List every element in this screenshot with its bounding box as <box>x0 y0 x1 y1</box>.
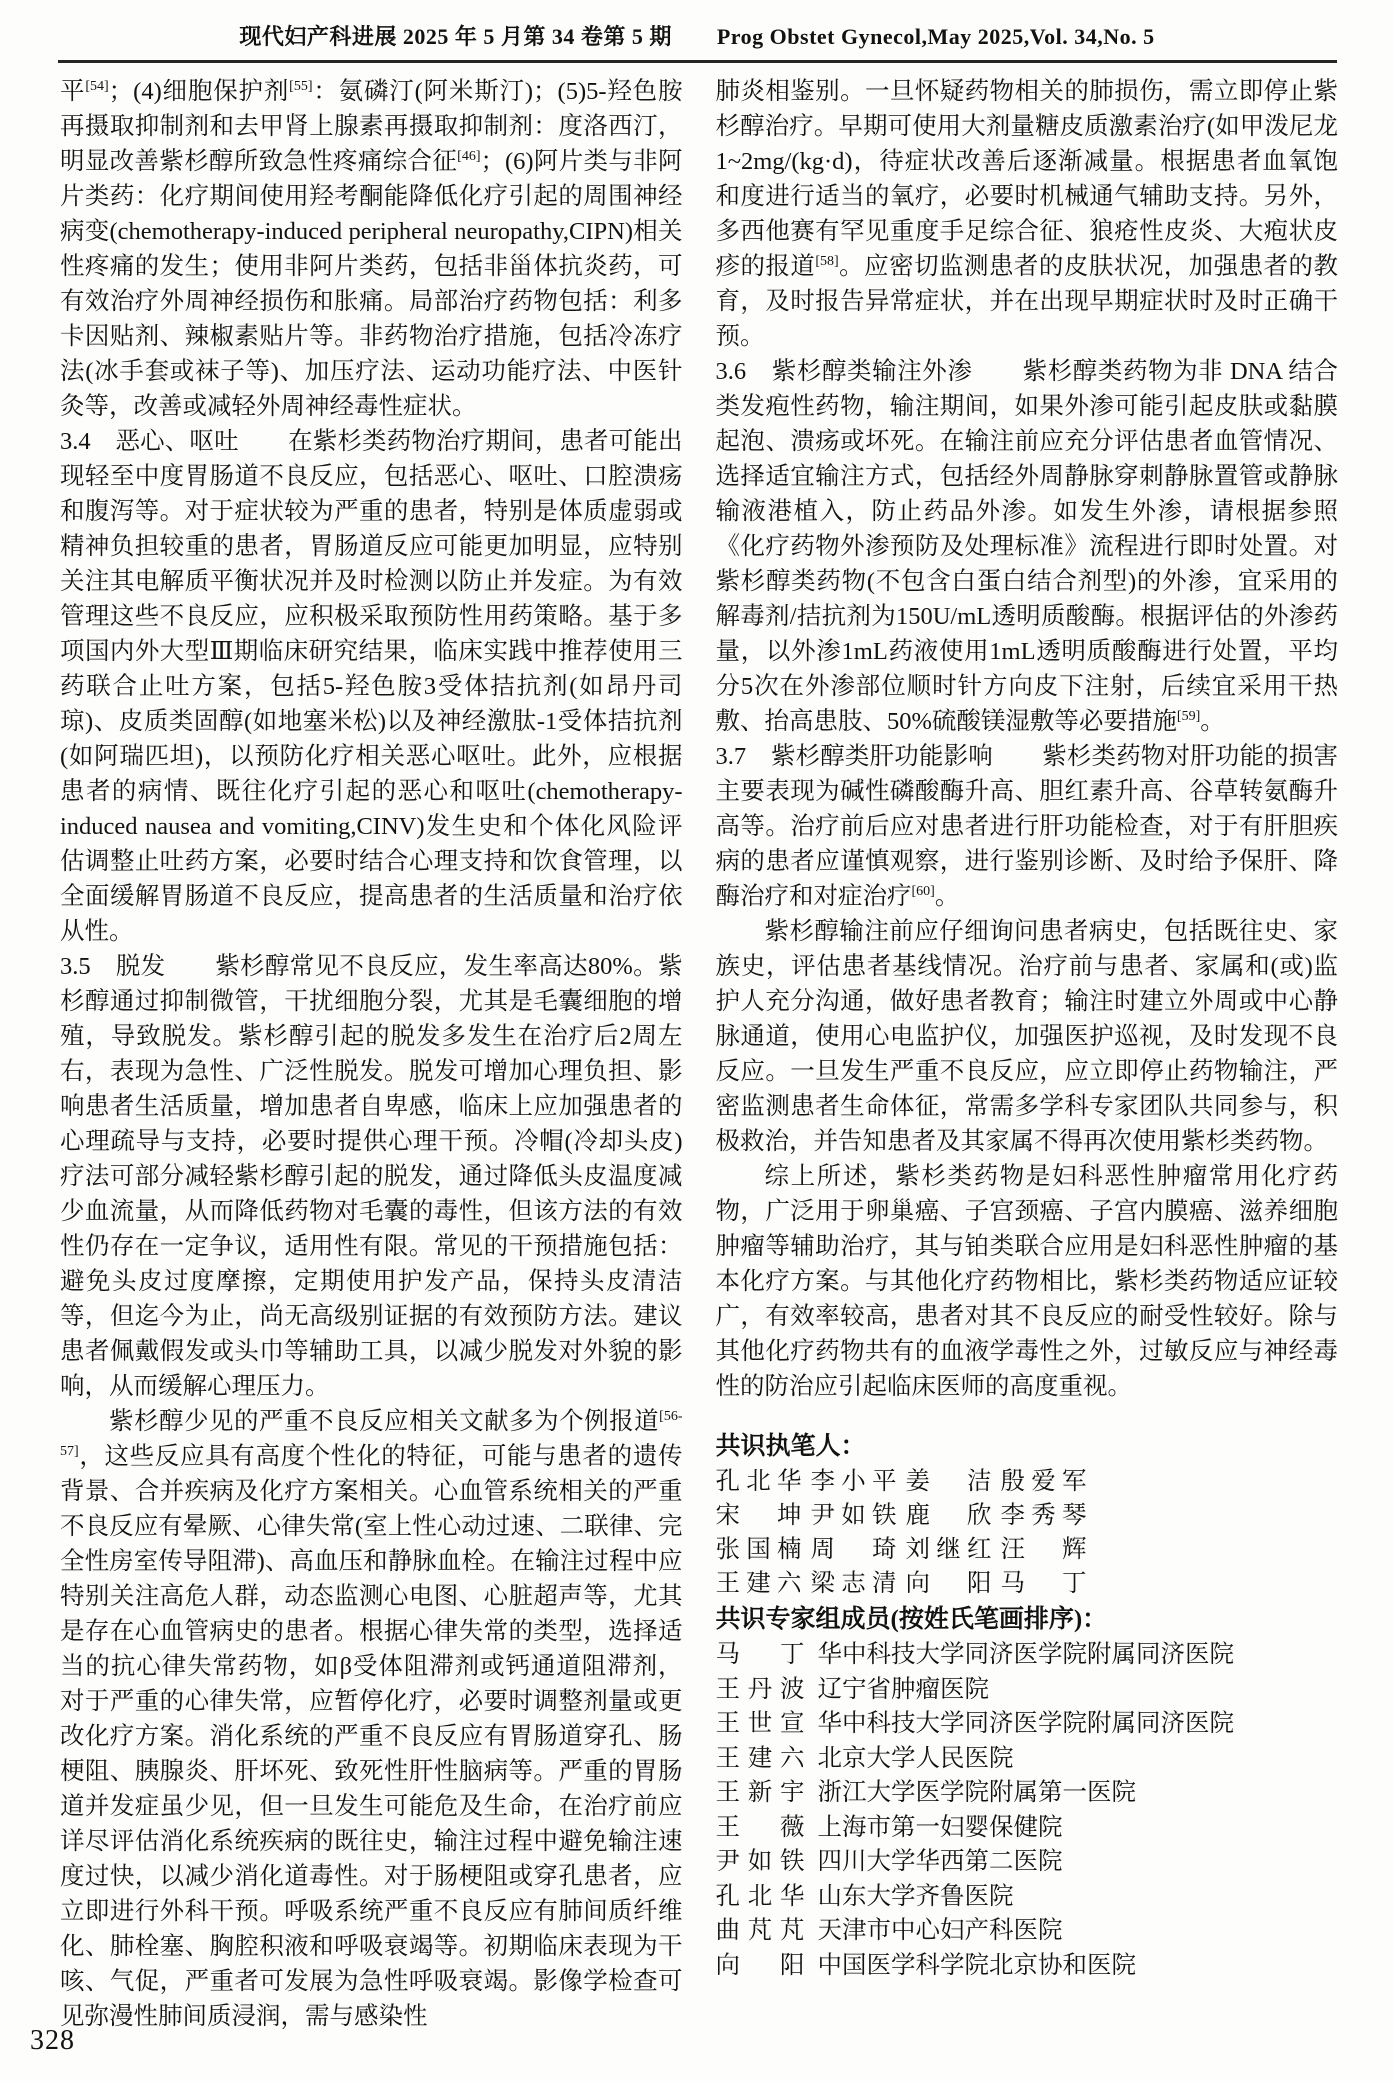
expert-affiliation: 华中科技大学同济医学院附属同济医院 <box>817 1641 1234 1668</box>
expert-name: 马 丁 <box>715 1641 805 1668</box>
expert-name: 王 建 六 <box>715 1744 805 1772</box>
expert-affiliation: 北京大学人民医院 <box>817 1744 1014 1772</box>
citation-ref: [55] <box>289 78 313 94</box>
right-column-text <box>716 74 1339 1404</box>
author-name: 马 丁 <box>1000 1570 1087 1597</box>
authors-rows <box>716 1465 1339 1601</box>
authors-heading: 共识执笔人： <box>715 1433 866 1460</box>
expert-name: 尹 如 铁 <box>715 1848 805 1875</box>
author-name: 孔 北 华 <box>715 1468 802 1495</box>
paragraph-text: 紫杉醇少见的严重不良反应相关文献多为个例报道 <box>109 1408 660 1435</box>
paragraph <box>716 1159 1339 1404</box>
citation-ref: [54] <box>85 78 109 94</box>
expert-row <box>716 1776 1339 1811</box>
author-name: 汪 辉 <box>1000 1536 1087 1563</box>
left-column <box>60 74 683 2034</box>
expert-affiliation: 天津市中心妇产科医院 <box>817 1917 1063 1944</box>
author-name: 尹 如 铁 <box>810 1502 897 1529</box>
author-name: 周 琦 <box>810 1536 897 1563</box>
expert-name: 曲 芃 芃 <box>715 1917 805 1944</box>
paragraph <box>716 739 1339 914</box>
expert-name: 王 世 宣 <box>715 1710 805 1737</box>
author-name: 王 建 六 <box>715 1570 802 1597</box>
author-name: 李 秀 琴 <box>1000 1502 1087 1529</box>
paragraph-text: 3.4 恶心、呕吐 在紫杉类药物治疗期间，患者可能出现轻至中度胃肠道不良反应，包括恶心、呕吐、口腔溃疡和腹泻等。对于症状较为严重的患者，特别是体质虚弱或精神负担较重的患者，胃肠道反应可能更加明显，应特别关注其电解质平衡状况并及时检测以防止并发症。为有效管理这些不良反应，应积极采取预防性用药策略。基于多项国内外大型Ⅲ期临床研究结果，临床实践中推荐使用三药联合止吐方案，包括5-羟色胺3受体拮抗剂(如昂丹司琼)、皮质类固醇(如地塞米松)以及神经激肽-1受体拮抗剂(如阿瑞匹坦)，以预防化疗相关恶心呕吐。此外，应根据患者的病情、既往化疗引起的恶心和呕吐(chemotherapy-induced nausea and vomiting,CINV)发生史和个体化风险评估调整止吐药方案，必要时结合心理支持和饮食管理，以全面缓解胃肠道不良反应，提高患者的生活质量和治疗依从性。 <box>60 428 683 945</box>
author-name: 刘 继 红 <box>905 1536 992 1563</box>
expert-name: 王 丹 波 <box>715 1675 805 1703</box>
author-name: 殷 爱 军 <box>1000 1468 1087 1495</box>
author-row <box>716 1499 1339 1533</box>
expert-row <box>716 1742 1339 1777</box>
paragraph <box>716 914 1339 1159</box>
expert-row <box>716 1880 1339 1915</box>
author-row <box>716 1465 1339 1499</box>
expert-affiliation: 四川大学华西第二医院 <box>817 1848 1063 1875</box>
experts-list <box>716 1638 1339 1983</box>
page-number: 328 <box>30 2025 75 2056</box>
author-row <box>716 1533 1339 1567</box>
paragraph-text: 平 <box>60 78 86 105</box>
paragraph-text: 紫杉醇输注前应仔细询问患者病史，包括既往史、家族史，评估患者基线情况。治疗前与患者、家属和(或)监护人充分沟通，做好患者教育；输注时建立外周或中心静脉通道，使用心电监护仪，加强医护巡视，及时发现不良反应。一旦发生严重不良反应，应立即停止药物输注，严密监测患者生命体征，常需多学科专家团队共同参与，积极救治，并告知患者及其家属不得再次使用紫杉类药物。 <box>715 918 1338 1155</box>
expert-row <box>716 1638 1339 1673</box>
author-name: 张 国 楠 <box>715 1536 802 1563</box>
expert-name: 王 新 宇 <box>715 1779 805 1806</box>
paragraph-text: ；(6)阿片类与非阿片类药：化疗期间使用羟考酮能降低化疗引起的周围神经病变(chemotherapy-induced peripheral neuropathy,CIPN)相关性疼痛的发生；使用非阿片类药，包括非甾体抗炎药，可有效治疗外周神经损伤和胀痛。局部治疗药物包括：利多卡因贴剂、辣椒素贴片等。非药物治疗措施，包括冷冻疗法(冰手套或袜子等)、加压疗法、运动功能疗法、中医针灸等，改善或减轻外周神经毒性症状。 <box>60 148 683 420</box>
expert-name: 王 薇 <box>715 1813 805 1841</box>
author-name: 李 小 平 <box>810 1468 897 1495</box>
right-column <box>716 74 1339 2034</box>
expert-name: 孔 北 华 <box>715 1882 805 1910</box>
paragraph <box>60 424 683 949</box>
citation-ref: [59] <box>1176 708 1201 724</box>
paragraph <box>716 74 1339 354</box>
paragraph-text: 3.6 紫杉醇类输注外渗 紫杉醇类药物为非 DNA 结合类发疱性药物，输注期间，如果外渗可能引起皮肤或黏膜起泡、溃疡或坏死。在输注前应充分评估患者血管情况、选择适宜输注方式，包括经外周静脉穿刺静脉置管或静脉输液港植入，防止药品外渗。如发生外渗，请根据参照《化疗药物外渗预防及处理标准》流程进行即时处置。对紫杉醇类药物(不包含白蛋白结合剂型)的外渗，宜采用的解毒剂/拮抗剂为150U/mL透明质酸酶。根据评估的外渗药量，以外渗1mL药液使用1mL透明质酸酶进行处置，平均分5次在外渗部位顺时针方向皮下注射，后续宜采用干热敷、抬高患肢、50%硫酸镁湿敷等必要措施 <box>715 358 1338 735</box>
paragraph-text: ，这些反应具有高度个性化的特征，可能与患者的遗传背景、合并疾病及化疗方案相关。心血管系统相关的严重不良反应有晕厥、心律失常(室上性心动过速、二联律、完全性房室传导阻滞)、高血压和静脉血栓。在输注过程中应特别关注高危人群，动态监测心电图、心脏超声等，尤其是存在心血管病史的患者。根据心律失常的类型，选择适当的抗心律失常药物，如β受体阻滞剂或钙通道阻滞剂，对于严重的心律失常，应暂停化疗，必要时调整剂量或更改化疗方案。消化系统的严重不良反应有胃肠道穿孔、肠梗阻、胰腺炎、肝坏死、致死性肝性脑病等。严重的胃肠道并发症虽少见，但一旦发生可能危及生命，在治疗前应详尽评估消化系统疾病的既往史，输注过程中避免输注速度过快，以减少消化道毒性。对于肠梗阻或穿孔患者，应立即进行外科干预。呼吸系统严重不良反应有肺间质纤维化、肺栓塞、胸腔积液和呼吸衰竭等。初期临床表现为干咳、气促，严重者可发展为急性呼吸衰竭。影像学检查可见弥漫性肺间质浸润，需与感染性 <box>60 1443 683 2030</box>
paragraph-text: 。 <box>934 883 960 910</box>
author-name: 姜 洁 <box>905 1468 992 1495</box>
paragraph-text: 综上所述，紫杉类药物是妇科恶性肿瘤常用化疗药物，广泛用于卵巢癌、子宫颈癌、子宫内膜癌、滋养细胞肿瘤等辅助治疗，其与铂类联合应用是妇科恶性肿瘤的基本化疗方案。与其他化疗药物相比，紫杉类药物适应证较广，有效率较高，患者对其不良反应的耐受性较好。除与其他化疗药物共有的血液学毒性之外，过敏反应与神经毒性的防治应引起临床医师的高度重视。 <box>715 1163 1338 1400</box>
paragraph-text: 肺炎相鉴别。一旦怀疑药物相关的肺损伤，需立即停止紫杉醇治疗。早期可使用大剂量糖皮质激素治疗(如甲泼尼龙1~2mg/(kg·d)，待症状改善后逐渐减量。根据患者血氧饱和度进行适当的氧疗，必要时机械通气辅助支持。另外，多西他赛有罕见重度手足综合征、狼疮性皮炎、大疱状皮疹的报道 <box>715 78 1338 280</box>
expert-row <box>716 1949 1339 1984</box>
paragraph-text: ：氨磷汀(阿米斯汀)；(5)5-羟色胺再摄取抑制剂和去甲肾上腺素再摄取抑制剂：度洛西汀，明显改善紫杉醇所致急性疼痛综合征 <box>60 78 683 175</box>
expert-affiliation: 华中科技大学同济医学院附属同济医院 <box>817 1710 1234 1737</box>
expert-row <box>716 1811 1339 1846</box>
citation-ref: [58] <box>815 253 839 269</box>
expert-row <box>716 1845 1339 1880</box>
paragraph-text: ；(4)细胞保护剂 <box>108 78 290 105</box>
author-name: 宋 坤 <box>715 1502 802 1529</box>
journal-header-text: 现代妇产科进展 2025 年 5 月第 34 卷第 5 期 Prog Obstet Gynecol,May 2025,Vol. 34,No. 5 <box>239 24 1155 49</box>
citation-ref: [60] <box>911 883 935 899</box>
paragraph <box>60 1404 683 2034</box>
paragraph <box>60 949 683 1404</box>
paragraph <box>716 354 1339 739</box>
authors-block <box>716 1428 1339 1983</box>
page-header <box>0 0 1394 63</box>
author-name: 鹿 欣 <box>905 1502 992 1529</box>
expert-affiliation: 浙江大学医学院附属第一医院 <box>817 1779 1136 1806</box>
paragraph-text: 。应密切监测患者的皮肤状况，加强患者的教育，及时报告异常症状，并在出现早期症状时及时正确干预。 <box>715 253 1339 350</box>
author-name: 梁 志 清 <box>810 1570 897 1597</box>
paragraph-text: 3.7 紫杉醇类肝功能影响 紫杉类药物对肝功能的损害主要表现为碱性磷酸酶升高、胆红素升高、谷草转氨酶升高等。治疗前后应对患者进行肝功能检查，对于有肝胆疾病的患者应谨慎观察，进行鉴别诊断、及时给予保肝、降酶治疗和对症治疗 <box>715 743 1338 910</box>
expert-affiliation: 山东大学齐鲁医院 <box>817 1882 1014 1910</box>
expert-name: 向 阳 <box>715 1951 805 1979</box>
expert-affiliation: 辽宁省肿瘤医院 <box>817 1675 989 1703</box>
paragraph-text: 3.5 脱发 紫杉醇常见不良反应，发生率高达80%。紫杉醇通过抑制微管，干扰细胞分裂，尤其是毛囊细胞的增殖，导致脱发。紫杉醇引起的脱发多发生在治疗后2周左右，表现为急性、广泛性脱发。脱发可增加心理负担、影响患者生活质量，增加患者自卑感，临床上应加强患者的心理疏导与支持，必要时提供心理干预。冷帽(冷却头皮)疗法可部分减轻紫杉醇引起的脱发，通过降低头皮温度减少血流量，从而降低药物对毛囊的毒性，但该方法的有效性仍存在一定争议，适用性有限。常见的干预措施包括：避免头皮过度摩擦，定期使用护发产品，保持头皮清洁等，但迄今为止，尚无高级别证据的有效预防方法。建议患者佩戴假发或头巾等辅助工具，以减少脱发对外貌的影响，从而缓解心理压力。 <box>60 953 683 1400</box>
experts-heading: 共识专家组成员(按姓氏笔画排序)： <box>715 1606 1108 1633</box>
two-column-body <box>0 63 1394 2034</box>
expert-affiliation: 上海市第一妇婴保健院 <box>817 1813 1063 1841</box>
author-row <box>716 1567 1339 1601</box>
expert-row <box>716 1914 1339 1949</box>
expert-row <box>716 1673 1339 1708</box>
citation-ref: [56-57] <box>60 1408 683 1459</box>
expert-row <box>716 1707 1339 1742</box>
paragraph <box>60 74 683 424</box>
citation-ref: [46] <box>457 148 481 164</box>
author-name: 向 阳 <box>905 1570 992 1597</box>
expert-affiliation: 中国医学科学院北京协和医院 <box>817 1951 1136 1979</box>
paragraph-text: 。 <box>1200 708 1225 735</box>
